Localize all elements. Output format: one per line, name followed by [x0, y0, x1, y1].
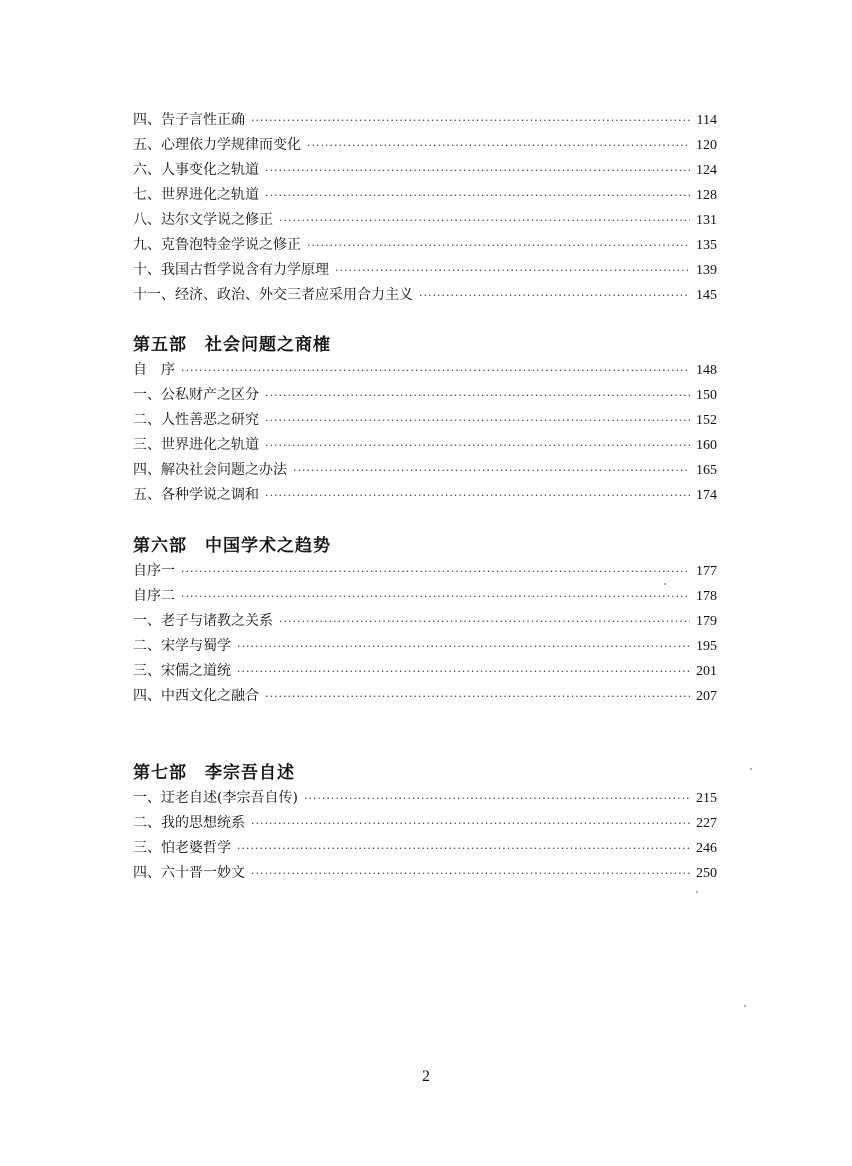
leader-dots: [251, 811, 690, 836]
page-number: 150: [696, 388, 717, 403]
leader-dots: [419, 283, 690, 308]
page-number: 195: [696, 639, 717, 654]
page-number: 177: [696, 564, 717, 579]
toc-entry[interactable]: 自 序 ····· 148: [133, 358, 717, 383]
toc-entry[interactable]: 二、我的思想统系 ····· 227: [133, 811, 717, 836]
leader-dots: [181, 358, 690, 383]
toc-entry[interactable]: 一、迂老自述(李宗吾自传) ····· 215: [133, 786, 717, 811]
toc-entry[interactable]: 五、心理依力学规律而变化 ····· 120: [133, 133, 717, 158]
page-number: 152: [696, 413, 717, 428]
toc-entry[interactable]: 一、公私财产之区分 ····· 150: [133, 383, 717, 408]
leader-dots: [181, 584, 690, 609]
leader-dots: [181, 559, 690, 584]
leader-dots: [251, 861, 690, 886]
page-number: 124: [696, 163, 717, 178]
leader-dots: [265, 408, 690, 433]
toc-entry[interactable]: 九、克鲁泡特金学说之修正 ····· 135: [133, 233, 717, 258]
leader-dots: [307, 233, 690, 258]
leader-dots: [237, 634, 690, 659]
page-number: 246: [696, 841, 717, 856]
leader-dots: [265, 433, 690, 458]
toc-entry[interactable]: 二、人性善恶之研究 ····· 152: [133, 408, 717, 433]
page-number: 250: [696, 866, 717, 881]
leader-dots: [304, 786, 690, 811]
page-number: 201: [696, 664, 717, 679]
page-number: 215: [696, 791, 717, 806]
footer-page-number: 2: [422, 1068, 430, 1085]
page-number: 128: [696, 188, 717, 203]
page-number: 174: [696, 488, 717, 503]
toc-entry[interactable]: 三、怕老婆哲学 ····· 246: [133, 836, 717, 861]
leader-dots: [265, 383, 690, 408]
page-number: 165: [696, 463, 717, 478]
toc-entry[interactable]: 八、达尔文学说之修正 ····· 131: [133, 208, 717, 233]
page-number: 145: [696, 288, 717, 303]
toc-entry[interactable]: 十一、经济、政治、外交三者应采用合力主义 ····· 145: [133, 283, 717, 308]
page-number: 114: [696, 113, 717, 128]
leader-dots: [265, 183, 690, 208]
toc-entry[interactable]: 五、各种学说之调和 ····· 174: [133, 483, 717, 508]
toc-entry[interactable]: 二、宋学与蜀学 ····· 195: [133, 634, 717, 659]
toc-entry[interactable]: 十、我国古哲学说含有力学原理 ····· 139: [133, 258, 717, 283]
page-number: 148: [696, 363, 717, 378]
leader-dots: [265, 483, 690, 508]
scan-speck: [664, 583, 666, 585]
scan-speck: [750, 768, 752, 770]
leader-dots: [335, 258, 690, 283]
scan-speck: [744, 1005, 746, 1007]
toc-part5: [133, 332, 717, 508]
page-number: 179: [696, 614, 717, 629]
page-number: 120: [696, 138, 717, 153]
toc-entry[interactable]: 三、宋儒之道统 ····· 201: [133, 659, 717, 684]
toc-entry[interactable]: 四、中西文化之融合 ····· 207: [133, 684, 717, 709]
leader-dots: [279, 609, 690, 634]
toc-entry[interactable]: 四、六十晋一妙文 ····· 250: [133, 861, 717, 886]
page-number: 207: [696, 689, 717, 704]
page-number: 178: [696, 589, 717, 604]
toc-entry[interactable]: 三、世界进化之轨道 ····· 160: [133, 433, 717, 458]
page-number: 160: [696, 438, 717, 453]
page-number: 227: [696, 816, 717, 831]
leader-dots: [307, 133, 690, 158]
leader-dots: [265, 158, 690, 183]
toc-entry[interactable]: 一、老子与诸教之关系 ····· 179: [133, 609, 717, 634]
toc-part6: [133, 533, 717, 709]
page-number: 135: [696, 238, 717, 253]
section-heading: 第七部 李宗吾自述: [133, 763, 295, 783]
section-heading: 第五部 社会问题之商榷: [133, 335, 331, 355]
leader-dots: [293, 458, 690, 483]
page-number: 139: [696, 263, 717, 278]
toc-block-part4-continued: [133, 108, 717, 308]
scan-speck: [696, 891, 698, 893]
leader-dots: [237, 836, 690, 861]
toc-entry[interactable]: 六、人事变化之轨道 ····· 124: [133, 158, 717, 183]
leader-dots: [251, 108, 691, 133]
leader-dots: [265, 684, 690, 709]
toc-entry[interactable]: 七、世界进化之轨道 ····· 128: [133, 183, 717, 208]
toc-entry[interactable]: 自序一 ····· 177: [133, 559, 717, 584]
leader-dots: [279, 208, 690, 233]
leader-dots: [237, 659, 690, 684]
toc-entry[interactable]: 四、解决社会问题之办法 ····· 165: [133, 458, 717, 483]
toc-entry[interactable]: 自序二 ····· 178: [133, 584, 717, 609]
page-number: 131: [696, 213, 717, 228]
toc-entry[interactable]: 四、告子言性正确 ····· 114: [133, 108, 717, 133]
toc-part7: [133, 760, 717, 886]
section-heading: 第六部 中国学术之趋势: [133, 536, 331, 556]
